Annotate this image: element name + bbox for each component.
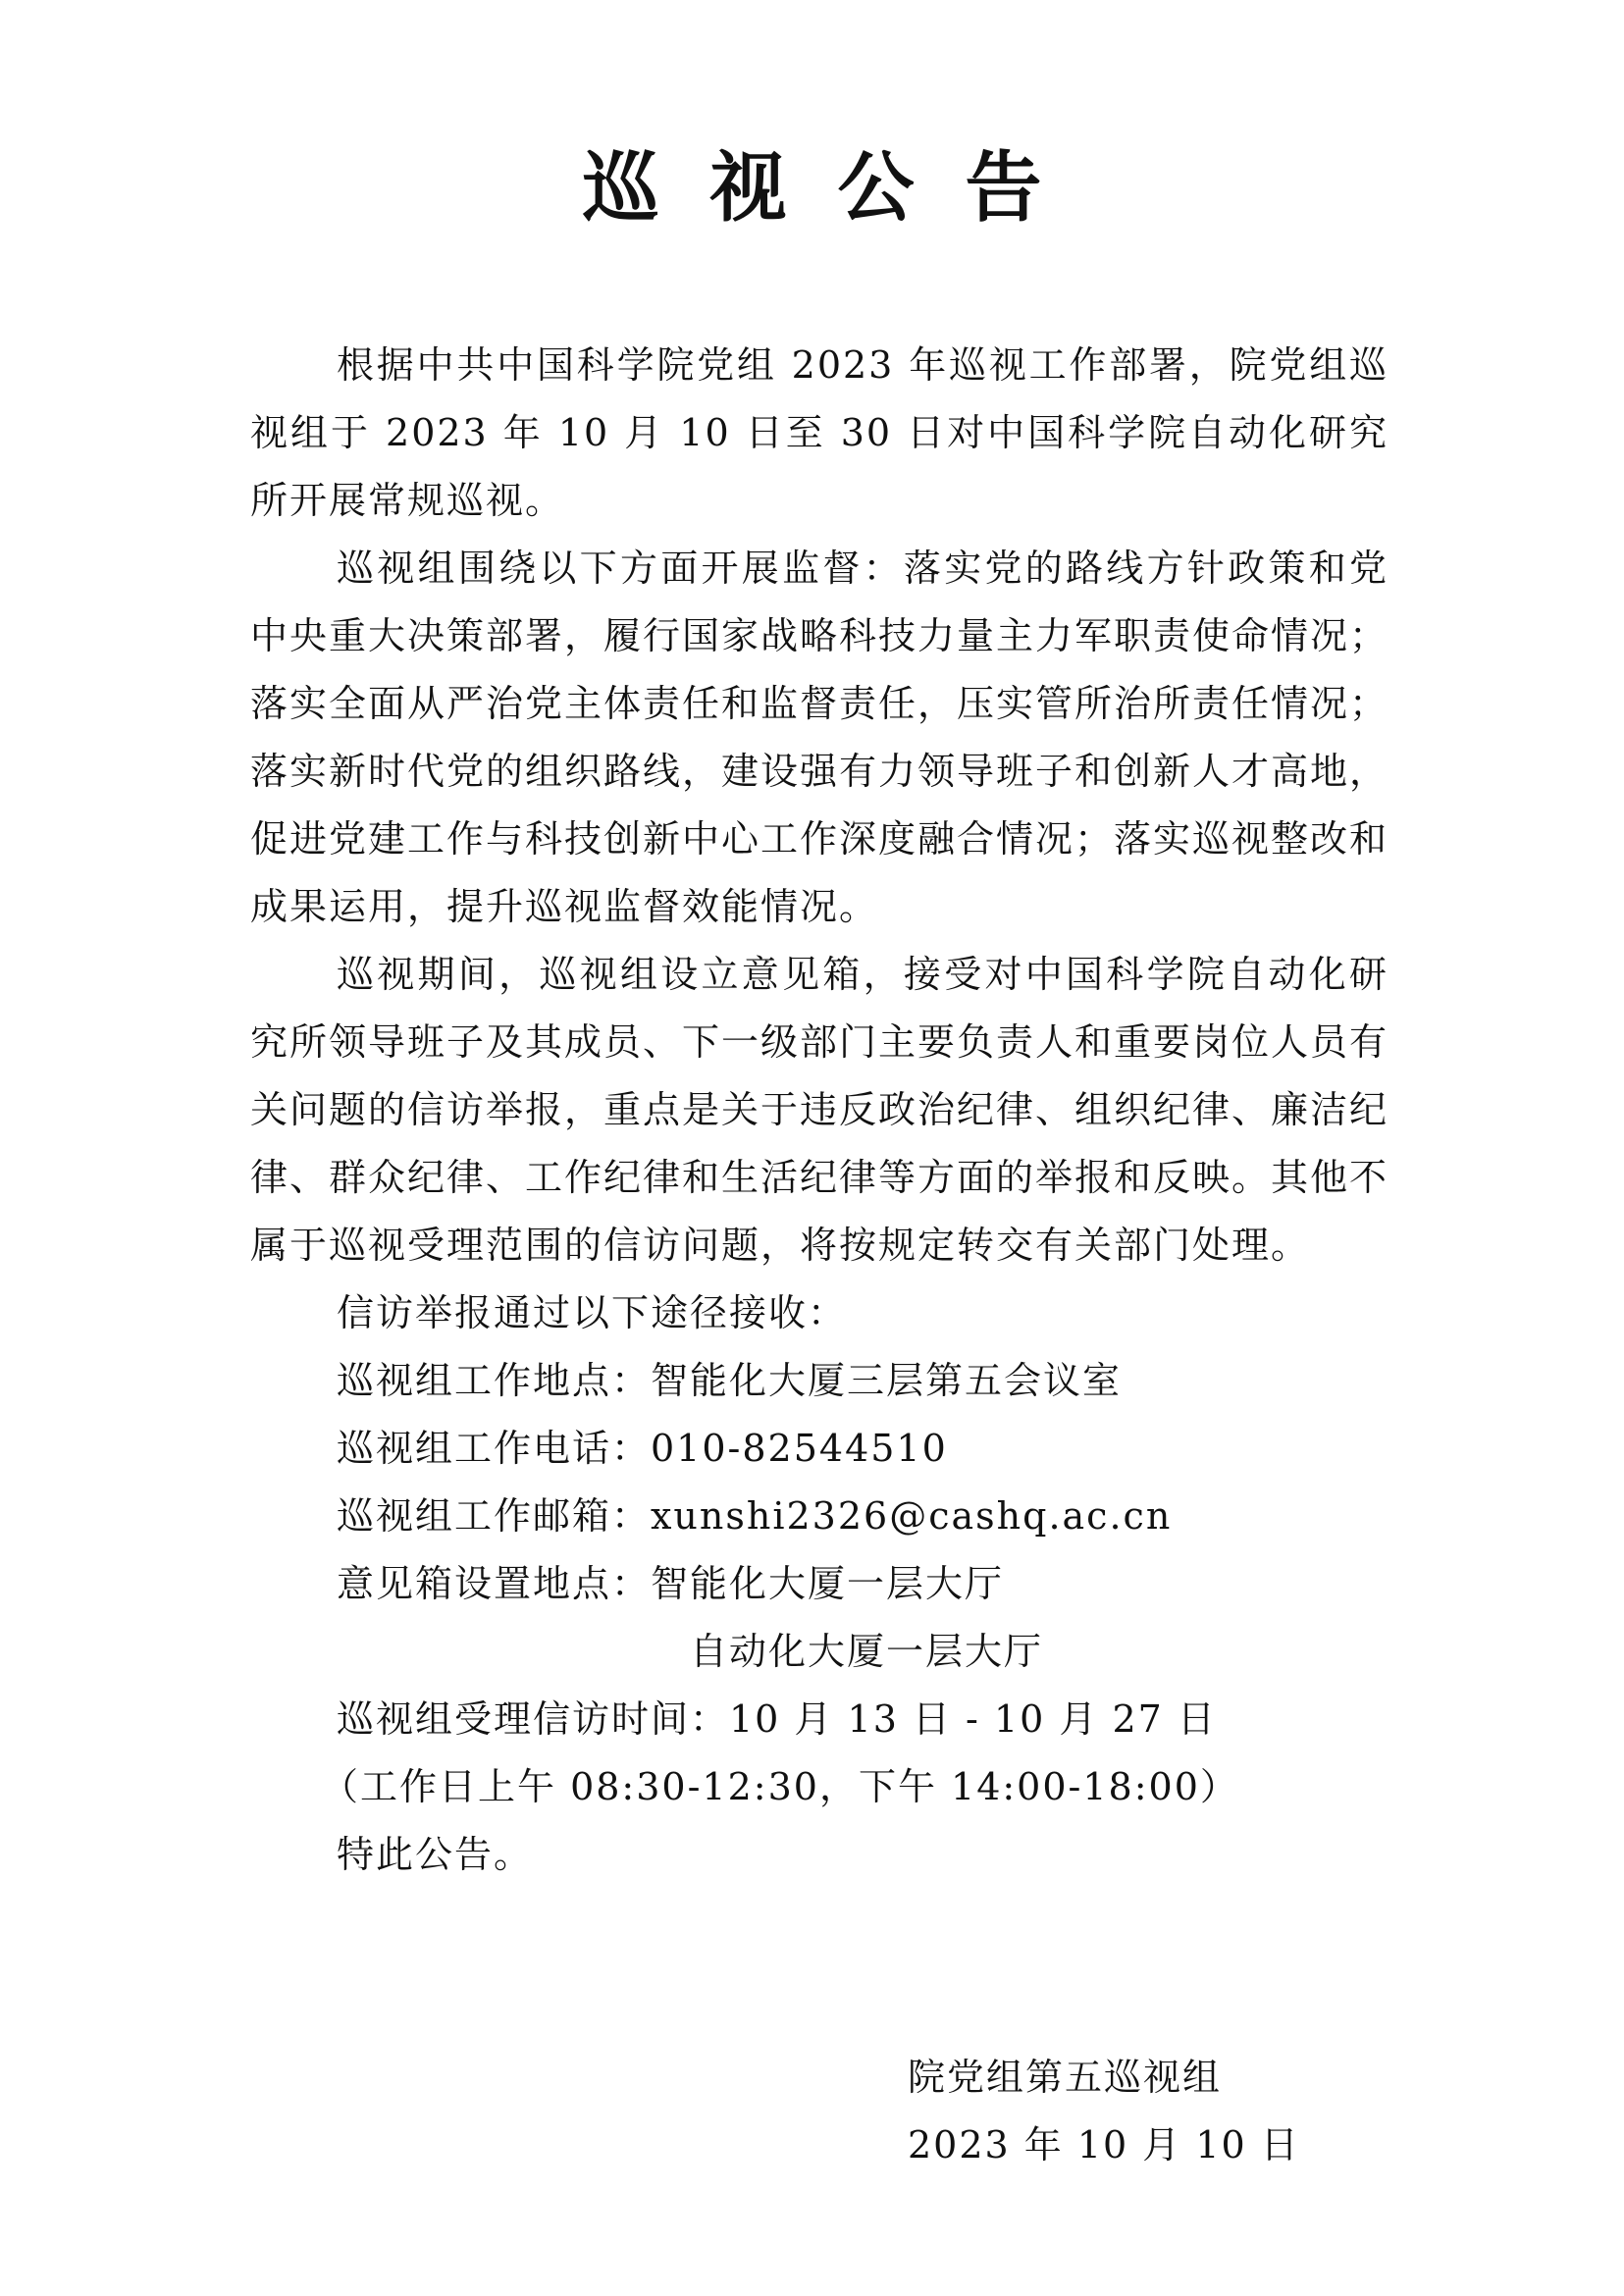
reception-hours: （工作日上午 08:30-12:30，下午 14:00-18:00） (321, 1765, 1239, 1808)
signature-block (908, 2044, 1300, 2179)
document-body (250, 332, 1388, 1889)
work-phone: 巡视组工作电话：010-82544510 (337, 1427, 948, 1470)
signature-date: 2023 年 10 月 10 日 (908, 2123, 1300, 2166)
signature-org: 院党组第五巡视组 (908, 2056, 1223, 2099)
reception-time: 巡视组受理信访时间：10 月 13 日 - 10 月 27 日 (337, 1697, 1217, 1741)
paragraph-reporting: 巡视期间，巡视组设立意见箱，接受对中国科学院自动化研究所领导班子及其成员、下一级部门主要负责人和重要岗位人员有关问题的信访举报，重点是关于违反政治纪律、组织纪律、廉洁纪律、群众纪律、工作纪律和生活纪律等方面的举报和反映。其他不属于巡视受理范围的信访问题，将按规定转交有关部门处理。 (250, 953, 1389, 1267)
contact-intro: 信访举报通过以下途径接收： (337, 1291, 848, 1334)
box-location-1: 意见箱设置地点：智能化大厦一层大厅 (337, 1562, 1005, 1605)
document-title: 巡视公告 (582, 144, 1093, 233)
paragraph-intro: 根据中共中国科学院党组 2023 年巡视工作部署，院党组巡视组于 2023 年 10 月 10 日至 30 日对中国科学院自动化研究所开展常规巡视。 (250, 343, 1388, 522)
work-email: 巡视组工作邮箱：xunshi2326@cashq.ac.cn (337, 1494, 1173, 1538)
work-location: 巡视组工作地点：智能化大厦三层第五会议室 (337, 1359, 1123, 1402)
box-location-2: 自动化大厦一层大厅 (690, 1630, 1044, 1673)
paragraph-supervision-scope: 巡视组围绕以下方面开展监督：落实党的路线方针政策和党中央重大决策部署，履行国家战略科技力量主力军职责使命情况；落实全面从严治党主体责任和监督责任，压实管所治所责任情况；落实新时代党的组织路线，建设强有力领导班子和创新人才高地，促进党建工作与科技创新中心工作深度融合情况；落实巡视整改和成果运用，提升巡视监督效能情况。 (250, 547, 1389, 928)
closing-statement: 特此公告。 (337, 1833, 534, 1876)
